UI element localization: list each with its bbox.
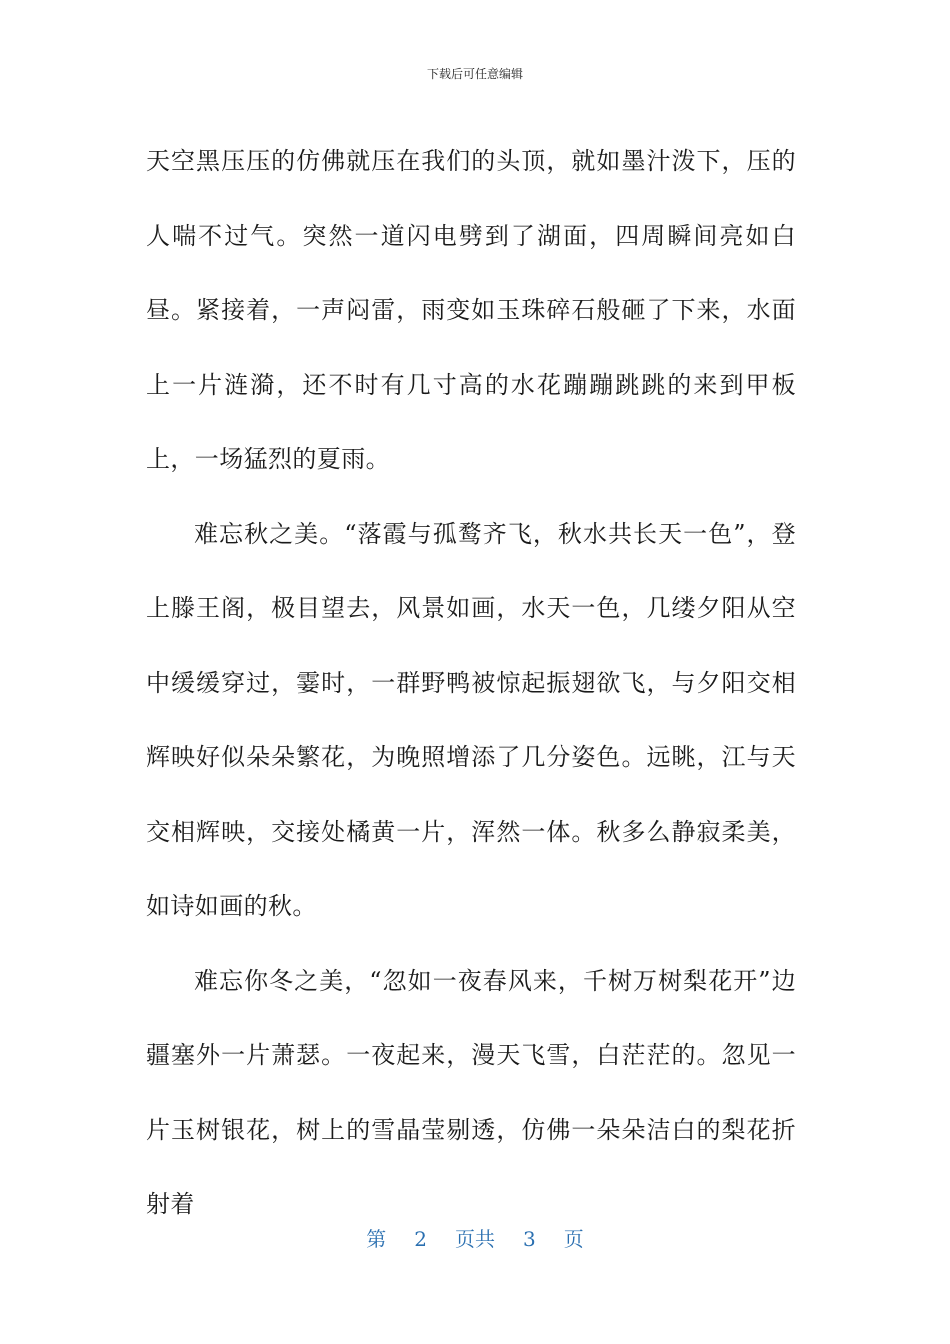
paragraph-winter: 难忘你冬之美，“忽如一夜春风来，千树万树梨花开”边疆塞外一片萧瑟。一夜起来，漫天飞雪，白茫茫的。忽见一片玉树银花，树上的雪晶莹剔透，仿佛一朵朵洁白的梨花折射着 (146, 966, 796, 1218)
page-header (0, 66, 950, 82)
header-text: 下载后可任意编辑 (426, 67, 523, 81)
total-pages-number: 3 (523, 1227, 536, 1251)
document-body (146, 124, 796, 1242)
paragraph-autumn: 难忘秋之美。“落霞与孤鹜齐飞，秋水共长天一色”，登上滕王阁，极目望去，风景如画，水天一色，几缕夕阳从空中缓缓穿过，霎时，一群野鸭被惊起振翅欲飞，与夕阳交相辉映好似朵朵繁花，为晚照增添了几分姿色。远眺，江与天交相辉映，交接处橘黄一片，浑然一体。秋多么静寂柔美，如诗如画的秋。 (146, 519, 796, 920)
page-footer (0, 1226, 950, 1252)
page-label-middle: 页共 (455, 1227, 495, 1251)
page-label-suffix: 页 (563, 1227, 584, 1251)
current-page-number: 2 (414, 1227, 427, 1251)
paragraph-summer-end: 天空黑压压的仿佛就压在我们的头顶，就如墨汁泼下，压的人喘不过气。突然一道闪电劈到了湖面，四周瞬间亮如白昼。紧接着，一声闷雷，雨变如玉珠碎石般砸了下来，水面上一片涟漪，还不时有几寸高的水花蹦蹦跳跳的来到甲板上，一场猛烈的夏雨。 (146, 147, 796, 473)
page-label-prefix: 第 (366, 1227, 387, 1251)
